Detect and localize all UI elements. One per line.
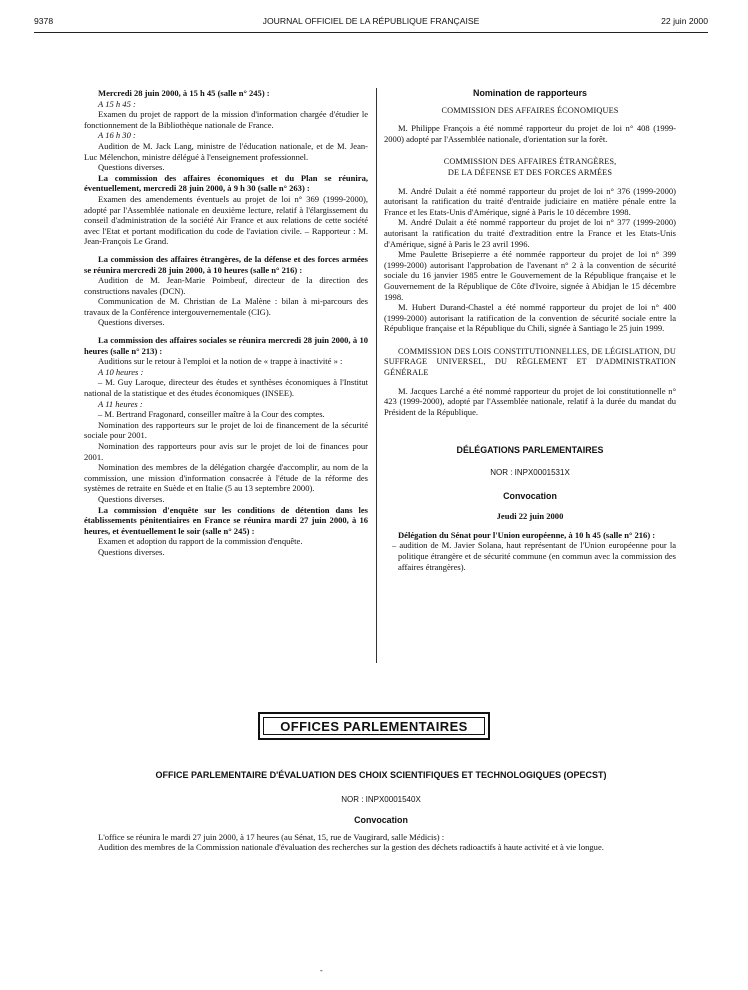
- opecst-section: [84, 770, 678, 853]
- time-heading: A 10 heures :: [98, 366, 144, 377]
- paragraph: Questions diverses.: [98, 546, 165, 557]
- right-column: [384, 88, 676, 572]
- paragraph: La commission des affaires étrangères, de la défense et des forces armées se réunira mercredi 28 juin 2000, à 10 heures (salle n° 216) :: [84, 253, 368, 275]
- banner-label: OFFICES PARLEMENTAIRES: [263, 717, 485, 735]
- paragraph: Mercredi 28 juin 2000, à 15 h 45 (salle n° 245) :: [98, 88, 270, 98]
- paragraph: Mme Paulette Brisepierre a été nommée rapporteur du projet de loi n° 399 (1999-2000) autorisant l'approbation de l'avenant n° 2 à la convention de sécurité sociale du 16 janvier 1985 entre le Gouvernement de la République française et le Gouvernement de la République de Côte d'Ivoire, signée à Abidjan le 15 décembre 1998.: [384, 249, 676, 302]
- paragraph: Nomination des rapporteurs sur le projet de loi de financement de la sécurité sociale pour 2001.: [84, 419, 368, 441]
- paragraph: M. Philippe François a été nommé rapporteur du projet de loi n° 408 (1999-2000) adopté par l'Assemblée nationale, d'orientation sur la forêt.: [384, 123, 676, 144]
- paragraph: Audition de M. Jean-Marie Poimbeuf, directeur de la direction des constructions navales (DCN).: [84, 275, 368, 296]
- time-heading: A 11 heures :: [98, 398, 143, 409]
- paragraph: Nomination des membres de la délégation chargée d'accomplir, au nom de la commission, une mission d'information consacrée à l'étude de la réforme des systèmes de retraite en Suède et en Italie (5 au 13 septembre 2000).: [84, 462, 368, 494]
- paragraph: Audition des membres de la Commission nationale d'évaluation des recherches sur la gestion des déchets radioactifs à haute activité et à vie longue.: [98, 842, 604, 853]
- commission-heading: COMMISSION DES AFFAIRES ÉTRANGÈRES,: [443, 157, 617, 167]
- left-column: [84, 88, 368, 558]
- paragraph: Examen et adoption du rapport de la commission d'enquête.: [98, 536, 303, 547]
- section-title: OFFICE PARLEMENTAIRE D'ÉVALUATION DES CHOIX SCIENTIFIQUES ET TECHNOLOGIQUES (OPECST): [155, 770, 607, 780]
- column-divider: [376, 88, 377, 663]
- footer-mark: -: [320, 966, 323, 975]
- meeting-date: Jeudi 22 juin 2000: [496, 511, 564, 522]
- paragraph: Examen du projet de rapport de la mission d'information chargée d'étudier le fonctionnement de la Bibliothèque nationale de France.: [84, 109, 368, 130]
- offices-banner: [258, 712, 490, 740]
- paragraph: Auditions sur le retour à l'emploi et la notion de « trappe à inactivité » :: [98, 356, 343, 367]
- nor-reference: NOR : INPX0001540X: [341, 794, 421, 804]
- convocation-heading: Convocation: [503, 490, 557, 501]
- paragraph: Questions diverses.: [98, 493, 165, 504]
- commission-heading: DE LA DÉFENSE ET DES FORCES ARMÉES: [447, 167, 613, 177]
- paragraph: Délégation du Sénat pour l'Union européenne, à 10 h 45 (salle n° 216) :: [398, 529, 656, 540]
- paragraph: Audition de M. Jack Lang, ministre de l'éducation nationale, et de M. Jean-Luc Mélenchon, ministre délégué à l'enseignement professionnel.: [84, 140, 368, 162]
- section-title: Nomination de rapporteurs: [473, 88, 587, 98]
- commission-heading: COMMISSION DES AFFAIRES ÉCONOMIQUES: [441, 105, 619, 115]
- paragraph: M. Jacques Larché a été nommé rapporteur du projet de loi constitutionnelle n° 423 (1999-2000), adopté par l'Assemblée nationale, relatif à la durée du mandat du Président de la République.: [384, 385, 676, 417]
- paragraph: Communication de M. Christian de La Malène : bilan à mi-parcours des travaux de la Conférence intergouvernementale (CIG).: [84, 296, 368, 317]
- paragraph: La commission des affaires sociales se réunira mercredi 28 juin 2000, à 10 heures (salle n° 213) :: [84, 335, 368, 356]
- paragraph: La commission des affaires économiques et du Plan se réunira, éventuellement, mercredi 28 juin 2000, à 9 h 30 (salle n° 263) :: [84, 172, 368, 194]
- journal-title: JOURNAL OFFICIEL DE LA RÉPUBLIQUE FRANÇAISE: [262, 16, 480, 26]
- paragraph: – M. Guy Laroque, directeur des études et synthèses économiques à l'Institut national de la statistique et des études économiques (INSEE).: [84, 377, 368, 399]
- section-title: DÉLÉGATIONS PARLEMENTAIRES: [456, 445, 604, 456]
- time-heading: A 16 h 30 :: [98, 130, 136, 141]
- paragraph: Questions diverses.: [98, 317, 165, 328]
- issue-date: 22 juin 2000: [661, 16, 708, 26]
- page-number: 9378: [34, 16, 54, 26]
- paragraph: M. Hubert Durand-Chastel a été nommé rapporteur du projet de loi n° 400 (1999-2000) autorisant la ratification de la convention de sécurité sociale entre la République française et la République du Chili, signée à Santiago le 25 juin 1999.: [384, 302, 676, 334]
- paragraph: – M. Bertrand Fragonard, conseiller maître à la Cour des comptes.: [98, 409, 325, 420]
- paragraph: – audition de M. Javier Solana, haut représentant de l'Union européenne pour la politique étrangère et de sécurité commune (en commun avec la commission des affaires étrangères).: [392, 540, 676, 572]
- paragraph: L'office se réunira le mardi 27 juin 2000, à 17 heures (au Sénat, 15, rue de Vaugirard, salle Médicis) :: [98, 831, 445, 842]
- page-header: [34, 16, 708, 33]
- commission-heading: COMMISSION DES LOIS CONSTITUTIONNELLES, DE LÉGISLATION, DU SUFFRAGE UNIVERSEL, DU RÈGLEMENT ET D'ADMINISTRATION GÉNÉRALE: [384, 346, 676, 378]
- time-heading: A 15 h 45 :: [98, 98, 136, 109]
- paragraph: M. André Dulait a été nommé rapporteur du projet de loi n° 376 (1999-2000) autorisant la ratification du traité d'entraide judiciaire en matière pénale entre la France et les Etats-Unis d'Amérique, signé à Paris le 10 décembre 1998.: [384, 185, 676, 217]
- paragraph: Examen des amendements éventuels au projet de loi n° 369 (1999-2000), adopté par l'Assemblée nationale en deuxième lecture, relatif à l'élargissement du conseil d'administration de la société Air France et aux relations de cette société avec l'Etat et portant modification du code de l'aviation civile. – Rapporteur : M. Jean-François Le Grand.: [84, 193, 368, 247]
- paragraph: M. André Dulait a été nommé rapporteur du projet de loi n° 377 (1999-2000) autorisant la ratification du traité d'extradition entre la France et les Etats-Unis d'Amérique, signé à Paris le 23 avril 1996.: [384, 217, 676, 249]
- nor-reference: NOR : INPX0001531X: [490, 468, 570, 478]
- convocation-heading: Convocation: [354, 815, 408, 826]
- paragraph: Nomination des rapporteurs pour avis sur le projet de loi de finances pour 2001.: [84, 441, 368, 462]
- paragraph: Questions diverses.: [98, 162, 165, 173]
- paragraph: La commission d'enquête sur les conditions de détention dans les établissements pénitentiaires en France se réunira mardi 27 juin 2000, à 16 heures, et éventuellement le soir (salle n° 245) :: [84, 504, 368, 536]
